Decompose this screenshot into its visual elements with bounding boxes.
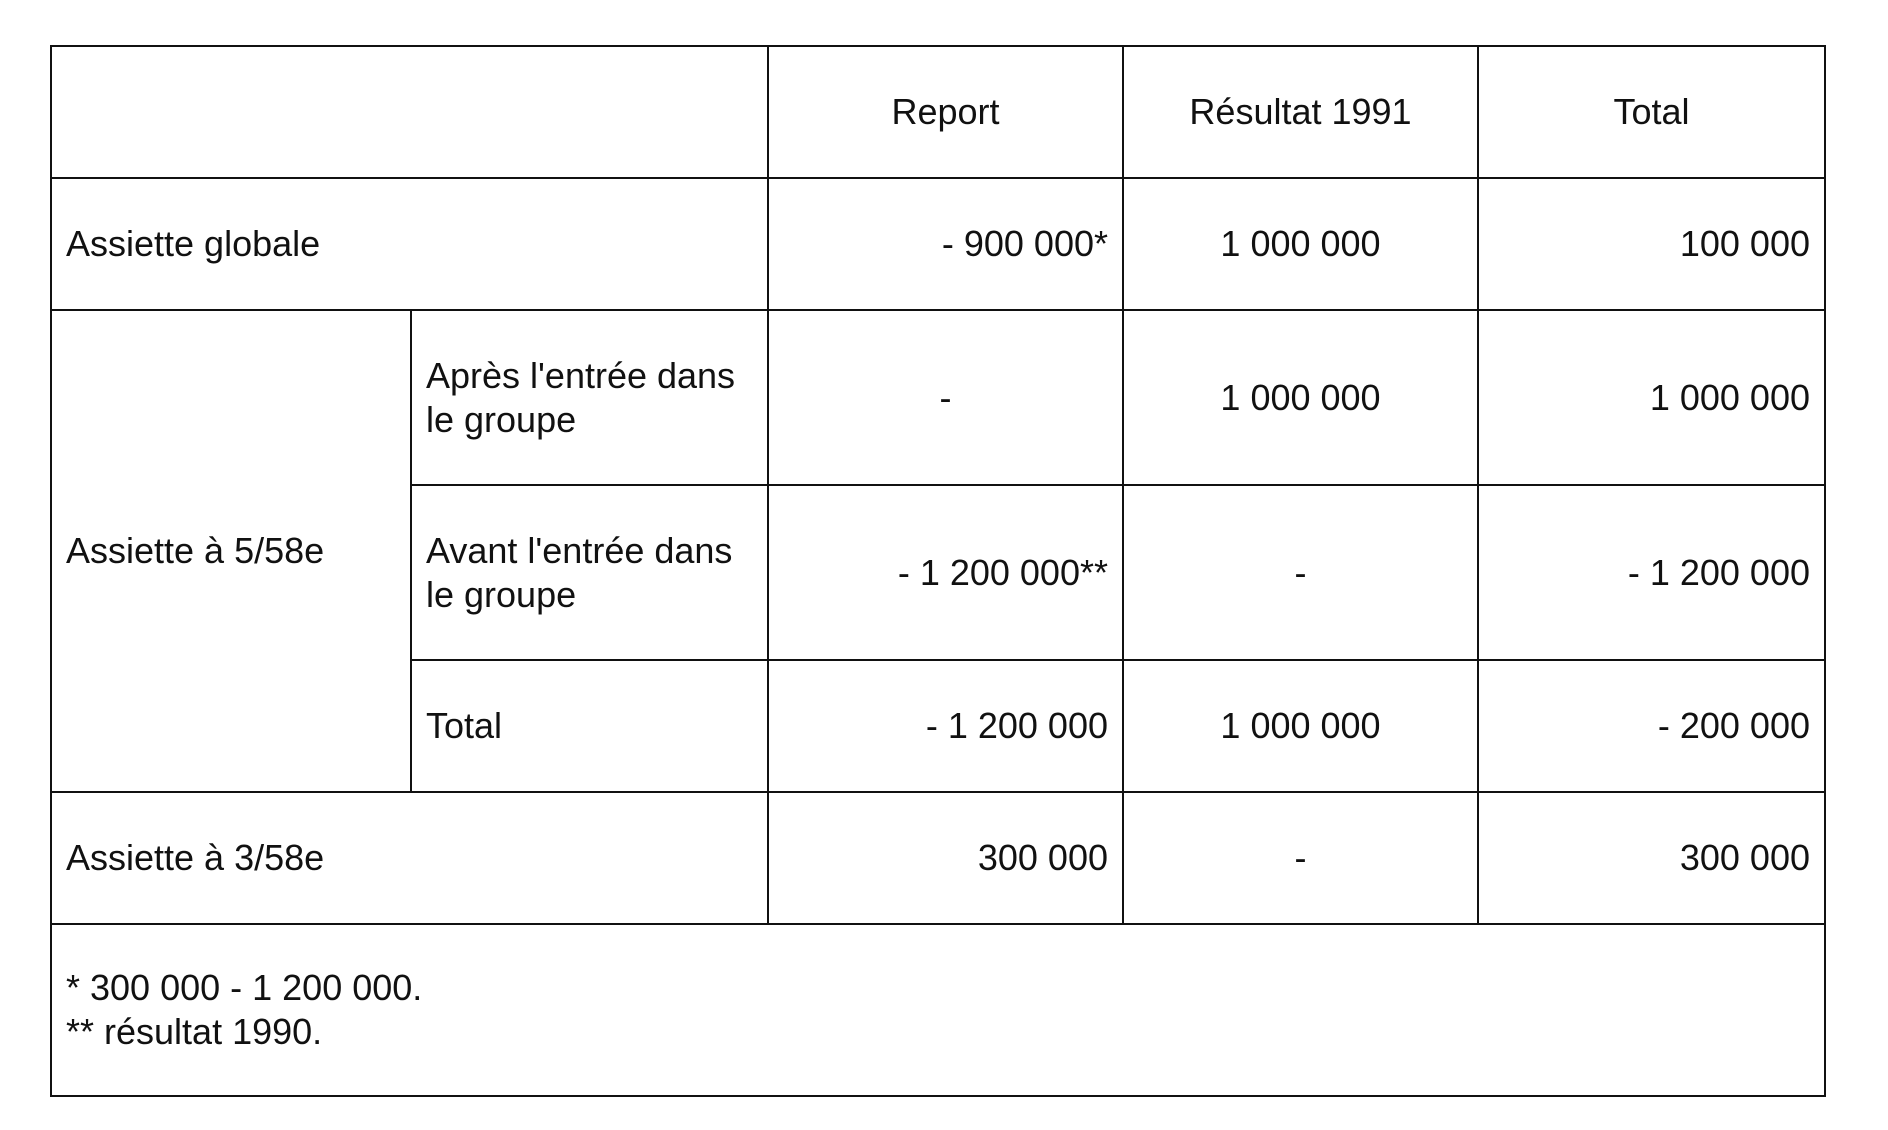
cell-report: 300 000 <box>768 792 1123 924</box>
cell-resultat: 1 000 000 <box>1123 178 1478 310</box>
fiscal-table <box>50 45 1826 1097</box>
table-header-row <box>51 46 1825 178</box>
fiscal-table-wrapper <box>50 45 1824 1097</box>
header-empty-cell <box>51 46 768 178</box>
sublabel-total: Total <box>411 660 768 792</box>
table-row-assiette-3-58 <box>51 792 1825 924</box>
cell-total: 300 000 <box>1478 792 1825 924</box>
cell-total: 1 000 000 <box>1478 310 1825 485</box>
cell-report: - 900 000* <box>768 178 1123 310</box>
footnotes <box>51 924 1825 1096</box>
row-label-assiette-5-58: Assiette à 5/58e <box>51 310 411 792</box>
sublabel-avant-entree <box>411 485 768 660</box>
cell-total: - 1 200 000 <box>1478 485 1825 660</box>
cell-resultat: 1 000 000 <box>1123 310 1478 485</box>
cell-report: - 1 200 000** <box>768 485 1123 660</box>
table-footnotes-row <box>51 924 1825 1096</box>
sublabel-apres-entree <box>411 310 768 485</box>
cell-resultat: 1 000 000 <box>1123 660 1478 792</box>
cell-report: - <box>768 310 1123 485</box>
table-row-assiette-globale <box>51 178 1825 310</box>
cell-resultat: - <box>1123 792 1478 924</box>
sublabel-avant-line1: Avant l'entrée dans <box>426 529 733 571</box>
cell-total: 100 000 <box>1478 178 1825 310</box>
table-row-apres-entree <box>51 310 1825 485</box>
header-total: Total <box>1478 46 1825 178</box>
footnote-2: ** résultat 1990. <box>66 1011 323 1052</box>
row-label-assiette-globale: Assiette globale <box>51 178 768 310</box>
sublabel-avant-line2: le groupe <box>426 573 577 615</box>
row-label-assiette-3-58: Assiette à 3/58e <box>51 792 768 924</box>
footnote-1: * 300 000 - 1 200 000. <box>66 967 423 1008</box>
sublabel-apres-line1: Après l'entrée dans <box>426 354 736 396</box>
cell-total: - 200 000 <box>1478 660 1825 792</box>
cell-report: - 1 200 000 <box>768 660 1123 792</box>
cell-resultat: - <box>1123 485 1478 660</box>
sublabel-apres-line2: le groupe <box>426 398 577 440</box>
header-resultat-1991: Résultat 1991 <box>1123 46 1478 178</box>
header-report: Report <box>768 46 1123 178</box>
